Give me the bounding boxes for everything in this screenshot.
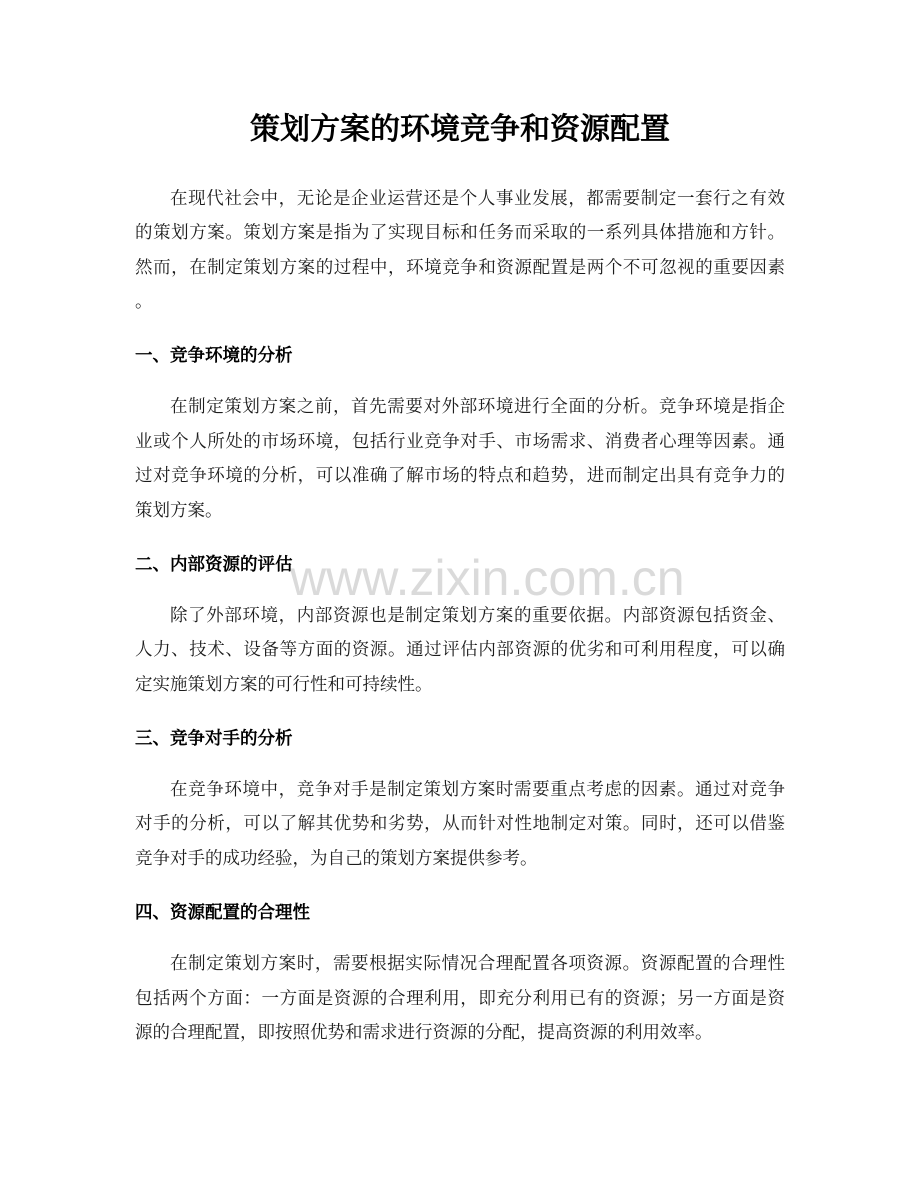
paragraph-line: 业或个人所处的市场环境，包括行业竞争对手、市场需求、消费者心理等因素。通 [135, 431, 785, 452]
intro-paragraph [135, 182, 785, 320]
section-heading: 四、资源配置的合理性 [135, 903, 310, 924]
paragraph-line: 包括两个方面：一方面是资源的合理利用，即充分利用已有的资源；另一方面是资 [135, 988, 785, 1009]
paragraph-line: 定实施策划方案的可行性和可持续性。 [135, 674, 433, 695]
section-paragraph [135, 773, 785, 876]
section-heading: 三、竞争对手的分析 [135, 729, 293, 750]
section-paragraph [135, 599, 785, 702]
section-internal-resources [135, 548, 785, 702]
paragraph-line: 在制定策划方案时，需要根据实际情况合理配置各项资源。资源配置的合理性 [170, 954, 785, 975]
paragraph-line: 在制定策划方案之前，首先需要对外部环境进行全面的分析。竞争环境是指企 [170, 397, 785, 418]
paragraph-line: 然而，在制定策划方案的过程中，环境竞争和资源配置是两个不可忽视的重要因素 [135, 257, 785, 278]
paragraph-line: 人力、技术、设备等方面的资源。通过评估内部资源的优劣和可利用程度，可以确 [135, 640, 785, 661]
paragraph-line: 在竞争环境中，竞争对手是制定策划方案时需要重点考虑的因素。通过对竞争 [170, 779, 785, 800]
section-competitors [135, 722, 785, 876]
section-resource-allocation [135, 896, 785, 1050]
paragraph-line: 在现代社会中，无论是企业运营还是个人事业发展，都需要制定一套行之有效 [170, 188, 785, 209]
paragraph-line: 源的合理配置，即按照优势和需求进行资源的分配，提高资源的利用效率。 [135, 1022, 713, 1043]
paragraph-line: 的策划方案。策划方案是指为了实现目标和任务而采取的一系列具体措施和方针。 [135, 223, 785, 244]
watermark: www.zixin.com.cn [290, 550, 685, 606]
paragraph-line: 过对竞争环境的分析，可以准确了解市场的特点和趋势，进而制定出具有竞争力的 [135, 466, 785, 487]
section-paragraph [135, 390, 785, 528]
paragraph-line: 对手的分析，可以了解其优势和劣势，从而针对性地制定对策。同时，还可以借鉴 [135, 814, 785, 835]
paragraph-line: 除了外部环境，内部资源也是制定策划方案的重要依据。内部资源包括资金、 [170, 605, 785, 626]
section-paragraph [135, 947, 785, 1050]
section-competitive-environment [135, 339, 785, 528]
paragraph-line: 策划方案。 [135, 500, 223, 521]
section-heading: 二、内部资源的评估 [135, 554, 293, 575]
paragraph-line: 。 [135, 292, 153, 313]
section-heading: 一、竞争环境的分析 [135, 346, 293, 367]
document-content [135, 110, 785, 1050]
document-title: 策划方案的环境竞争和资源配置 [250, 112, 670, 147]
paragraph-line: 竞争对手的成功经验，为自己的策划方案提供参考。 [135, 848, 538, 869]
